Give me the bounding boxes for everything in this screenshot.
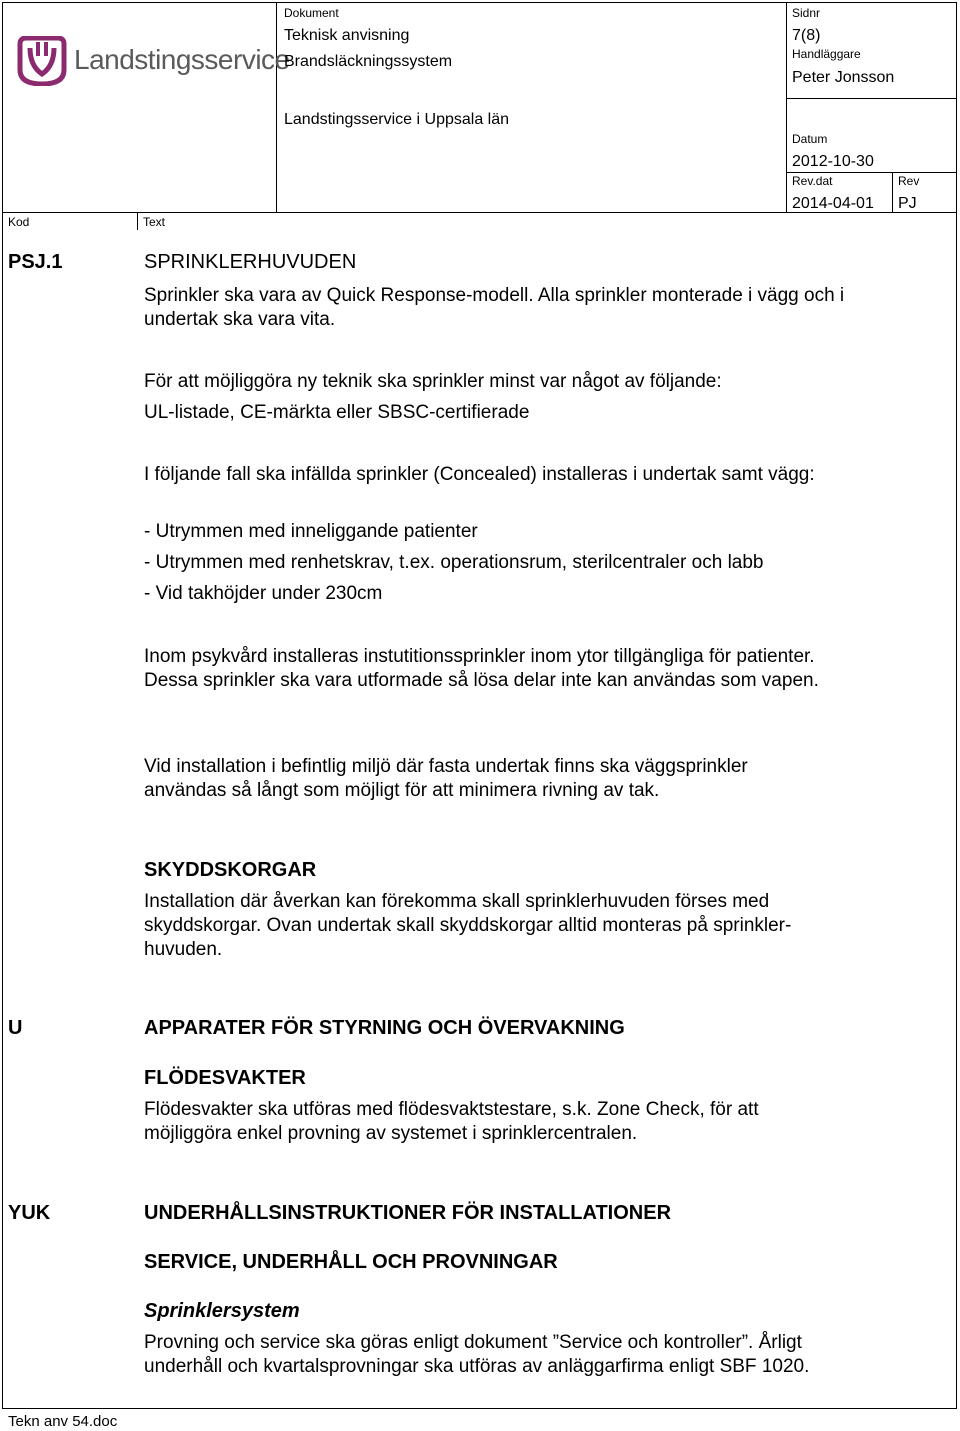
footer-doc-ref: Tekn anv 54.doc [8,1413,118,1430]
section-title-skyddskorgar: SKYDDSKORGAR [144,859,317,881]
sidnr-value: 7(8) [792,27,821,44]
text-label: Text [143,215,166,229]
frame-bottom [2,1408,957,1409]
revdat-label: Rev.dat [792,174,833,188]
frame-left [2,2,3,1409]
kod-text-divider [137,212,138,230]
doc-title-1: Teknisk anvisning [284,27,410,44]
subtitle-sprinklersystem: Sprinklersystem [144,1300,300,1322]
header-divider-2 [786,2,787,212]
section-title-apparater: APPARATER FÖR STYRNING OCH ÖVERVAKNING [144,1017,625,1039]
logo [16,36,290,86]
section-title-flodesvakter: FLÖDESVAKTER [144,1067,306,1089]
datum-label: Datum [792,132,828,146]
handlaggare-label: Handläggare [792,47,861,61]
dokument-label: Dokument [284,6,339,20]
psj1-paragraph-3: I följande fall ska infällda sprinkler (Concealed) installeras i undertak samt vägg: [144,464,815,485]
header-hline-2 [786,172,956,173]
section-title-sprinklerhuvuden: SPRINKLERHUVUDEN [144,251,357,273]
service-paragraph: Provning och service ska göras enligt dokument ”Service och kontroller”. Årligt underhåll och kvartalsprovningar ska utföras av anläggarfirma enligt SBF 1020. [144,1332,810,1377]
datum-value: 2012-10-30 [792,153,874,170]
section-title-service: SERVICE, UNDERHÅLL OCH PROVNINGAR [144,1251,558,1273]
psj1-paragraph-2-line-1: För att möjliggöra ny teknik ska sprinkler minst var något av följande: [144,371,722,392]
header-hline-1 [786,98,956,99]
section-code-yuk: YUK [8,1202,51,1224]
section-code-u: U [8,1017,23,1039]
revdat-value: 2014-04-01 [792,195,874,212]
kod-label: Kod [8,215,30,229]
doc-title-2: Brandsläckningssystem [284,53,453,70]
psj1-paragraph-1: Sprinkler ska vara av Quick Response-modell. Alla sprinkler monterade i vägg och i undertak ska vara vita. [144,285,845,330]
psj1-paragraph-2-line-2: UL-listade, CE-märkta eller SBSC-certifierade [144,402,530,423]
header-divider-3 [892,172,893,212]
handlaggare-value: Peter Jonsson [792,69,895,86]
rev-value: PJ [898,195,917,212]
rev-label: Rev [898,174,920,188]
logo-text: Landstingsservice [74,44,290,75]
flodesvakter-paragraph: Flödesvakter ska utföras med flödesvaktstestare, s.k. Zone Check, för att möjliggöra enkel provning av systemet i sprinklercentralen. [144,1099,759,1144]
frame-top [2,2,957,3]
frame-right [956,2,957,1409]
psj1-list-item-2: - Utrymmen med renhetskrav, t.ex. operationsrum, sterilcentraler och labb [144,552,764,573]
skyddskorgar-paragraph: Installation där åverkan kan förekomma skall sprinklerhuvuden förses med skyddskorgar. Ovan undertak skall skyddskorgar alltid monteras på sprinkler-huvuden. [144,891,792,960]
psj1-list-item-3: - Vid takhöjder under 230cm [144,583,383,604]
psj1-list-item-1: - Utrymmen med inneliggande patienter [144,521,478,542]
section-title-underhallsinstruktioner: UNDERHÅLLSINSTRUKTIONER FÖR INSTALLATIONER [144,1202,672,1224]
header-divider-1 [276,2,277,212]
section-code-psj1: PSJ.1 [8,251,63,273]
psj1-paragraph-5: Vid installation i befintlig miljö där fasta undertak finns ska väggsprinkler användas så långt som möjligt för att minimera rivning av tak. [144,756,748,801]
sidnr-label: Sidnr [792,6,821,20]
organisation: Landstingsservice i Uppsala län [284,111,510,128]
logo-emblem-icon [16,36,68,86]
psj1-paragraph-4: Inom psykvård installeras instutitionssprinkler inom ytor tillgängliga för patienter. Dessa sprinkler ska vara utformade så lösa delar inte kan användas som vapen. [144,646,819,691]
